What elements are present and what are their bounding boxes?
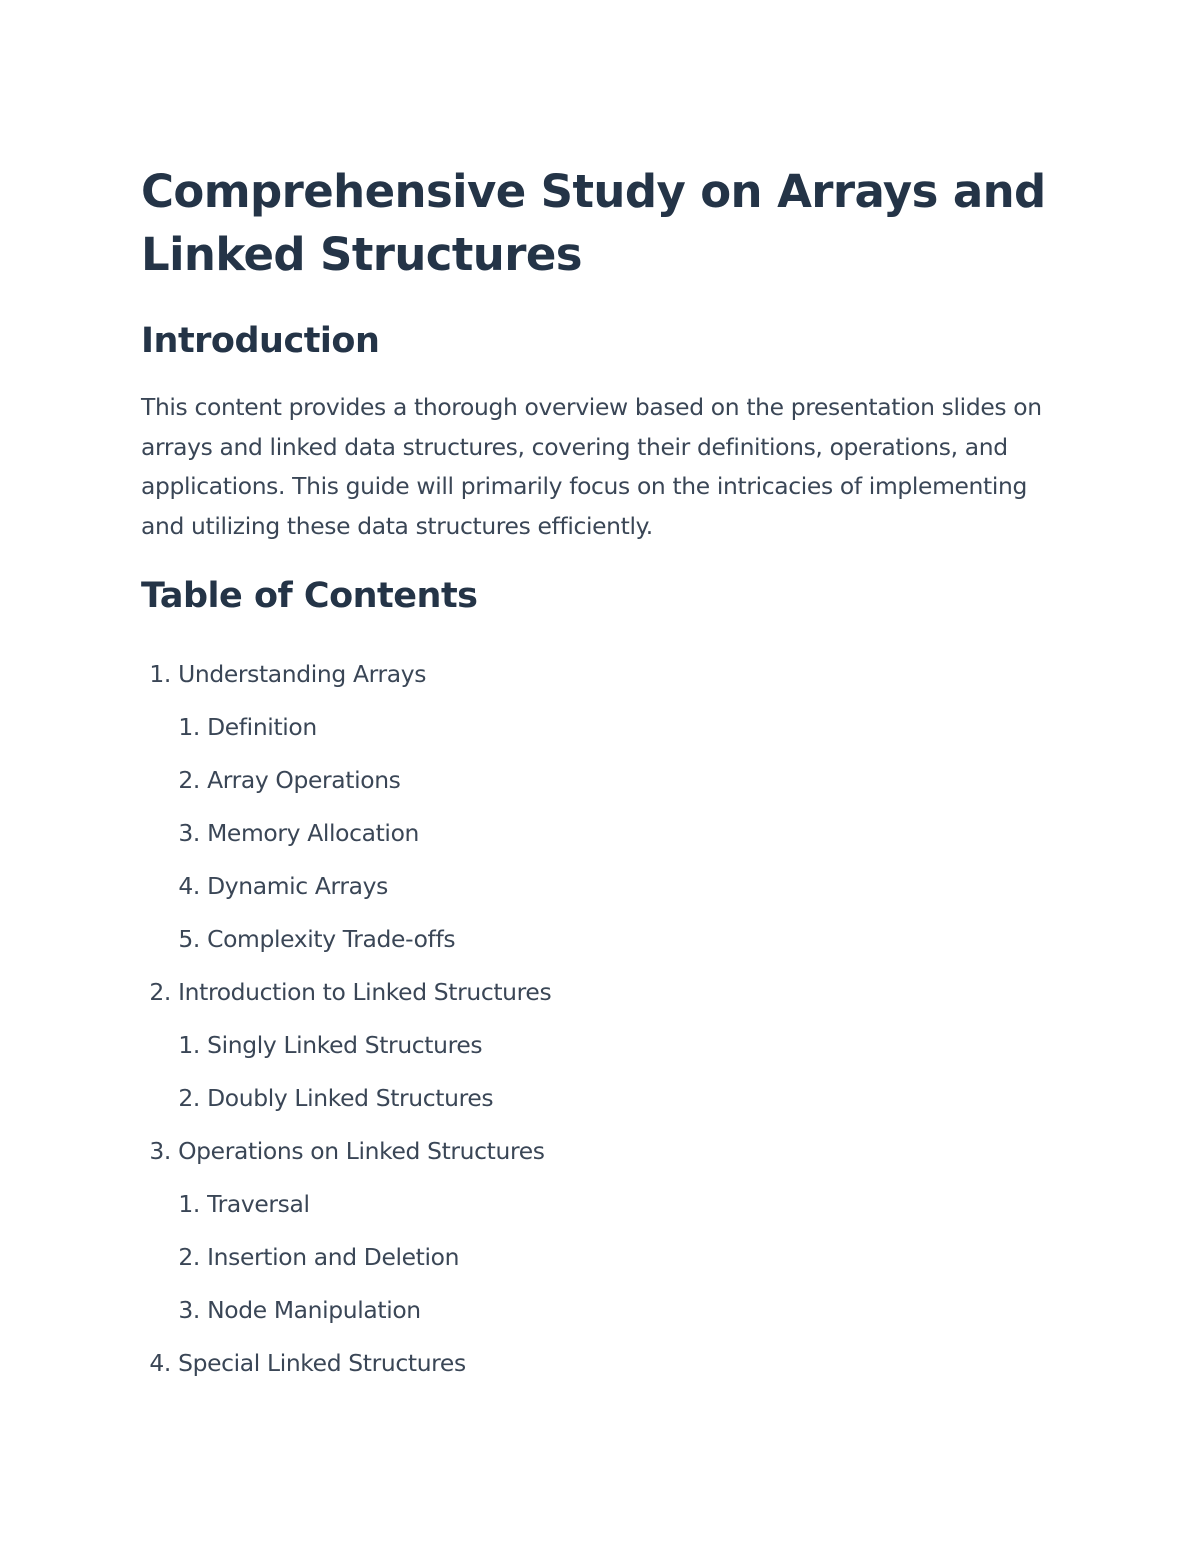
introduction-paragraph: This content provides a thorough overview based on the presentation slides on arrays and linked data structures, covering their definitions, operations, and applications. This guide will primarily focus on the intricacies of implementing and utilizing these data structures efficiently.: [141, 393, 1042, 540]
toc-item-memory-allocation: [141, 807, 1061, 860]
toc-item-label: Definition: [207, 713, 317, 741]
toc-item-number: 1.: [178, 713, 200, 741]
toc-item-doubly-linked-structures: [141, 1072, 1061, 1125]
toc-item-label: Doubly Linked Structures: [207, 1084, 494, 1112]
toc-item-singly-linked-structures: [141, 1019, 1061, 1072]
toc-item-label: Complexity Trade-offs: [207, 925, 456, 953]
toc-item-number: 2.: [178, 1084, 200, 1112]
toc-item-insertion-and-deletion: [141, 1231, 1061, 1284]
toc-item-label: Node Manipulation: [207, 1296, 421, 1324]
toc-item-label: Understanding Arrays: [178, 660, 427, 688]
toc-item-label: Array Operations: [207, 766, 401, 794]
toc-item-number: 1.: [178, 1031, 200, 1059]
toc-item-number: 4.: [178, 872, 200, 900]
introduction-heading: Introduction: [141, 321, 380, 361]
toc-item-understanding-arrays: [141, 648, 1061, 701]
toc-item-number: 2.: [178, 766, 200, 794]
toc-item-dynamic-arrays: [141, 860, 1061, 913]
toc-item-number: 2.: [149, 978, 171, 1006]
toc-item-definition: [141, 701, 1061, 754]
toc-item-number: 3.: [149, 1137, 171, 1165]
toc-item-number: 4.: [149, 1349, 171, 1377]
toc-item-traversal: [141, 1178, 1061, 1231]
document-title: Comprehensive Study on Arrays and Linked Structures: [141, 165, 1046, 281]
toc-item-operations-on-linked-structures: [141, 1125, 1061, 1178]
toc-item-special-linked-structures: [141, 1337, 1061, 1390]
toc-item-number: 5.: [178, 925, 200, 953]
toc-item-node-manipulation: [141, 1284, 1061, 1337]
toc-item-number: 3.: [178, 819, 200, 847]
toc-item-label: Insertion and Deletion: [207, 1243, 460, 1271]
toc-item-complexity-trade-offs: [141, 913, 1061, 966]
toc-item-number: 1.: [178, 1190, 200, 1218]
toc-item-label: Introduction to Linked Structures: [178, 978, 552, 1006]
document-page: [141, 160, 1061, 1390]
toc-heading: Table of Contents: [141, 576, 478, 616]
toc-item-array-operations: [141, 754, 1061, 807]
toc-item-label: Special Linked Structures: [178, 1349, 466, 1377]
toc-item-introduction-to-linked-structures: [141, 966, 1061, 1019]
toc-item-label: Traversal: [207, 1190, 310, 1218]
table-of-contents: [141, 648, 1061, 1390]
toc-item-number: 1.: [149, 660, 171, 688]
toc-item-label: Singly Linked Structures: [207, 1031, 483, 1059]
toc-item-number: 2.: [178, 1243, 200, 1271]
toc-item-label: Operations on Linked Structures: [178, 1137, 545, 1165]
toc-item-number: 3.: [178, 1296, 200, 1324]
toc-item-label: Dynamic Arrays: [207, 872, 388, 900]
toc-item-label: Memory Allocation: [207, 819, 420, 847]
